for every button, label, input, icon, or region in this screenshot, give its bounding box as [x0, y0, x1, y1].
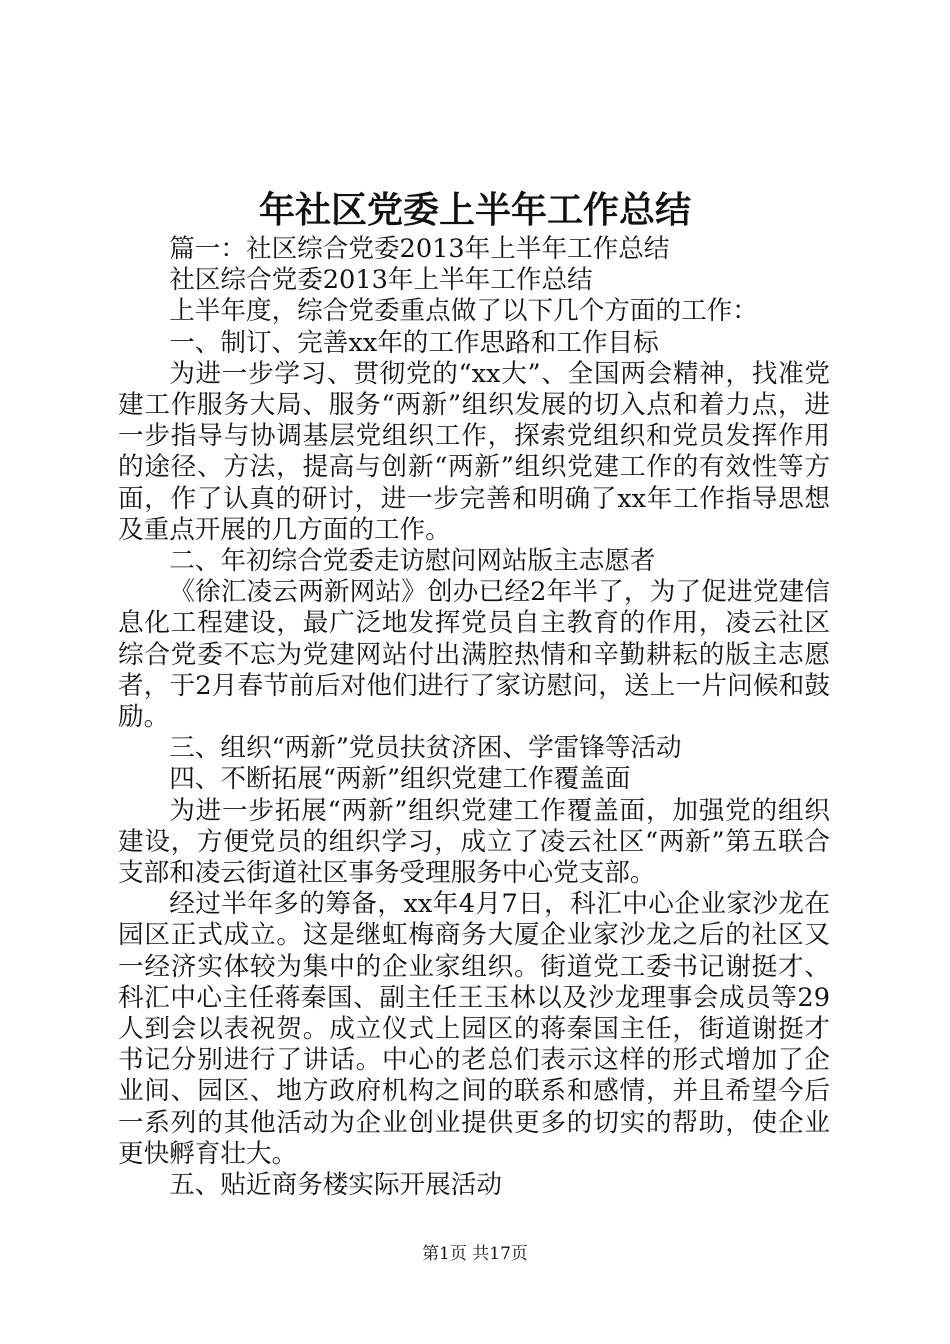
paragraph: 社区综合党委2013年上半年工作总结 [169, 265, 593, 296]
section-heading: 四、不断拓展“两新”组织党建工作覆盖面 [169, 764, 631, 795]
section-heading: 五、贴近商务楼实际开展活动 [169, 1170, 502, 1201]
section-heading: 三、组织“两新”党员扶贫济困、学雷锋等活动 [169, 733, 682, 764]
paragraph: 上半年度，综合党委重点做了以下几个方面的工作： [169, 296, 758, 327]
paragraph: 《徐汇凌云两新网站》创办已经2年半了，为了促进党建信息化工程建设，最广泛地发挥党员自主教育的作用，凌云社区综合党委不忘为党建网站付出满腔热情和辛勤耕耘的版主志愿者，于2月春节前后对他们进行了家访慰问，送上一片问候和鼓励。 [118, 577, 830, 733]
document-title: 年社区党委上半年工作总结 [258, 189, 691, 231]
page-number: 第1页 共17页 [422, 1244, 528, 1264]
section-heading: 二、年初综合党委走访慰问网站版主志愿者 [169, 546, 656, 577]
section-heading: 一、制订、完善xx年的工作思路和工作目标 [169, 327, 659, 358]
paragraph: 为进一步拓展“两新”组织党建工作覆盖面，加强党的组织建设，方便党员的组织学习，成立了凌云社区“两新”第五联合支部和凌云街道社区事务受理服务中心党支部。 [118, 795, 830, 889]
document-body [118, 208, 830, 1201]
paragraph: 篇一：社区综合党委2013年上半年工作总结 [169, 234, 670, 264]
paragraph: 经过半年多的筹备，xx年4月7日，科汇中心企业家沙龙在园区正式成立。这是继虹梅商务大厦企业家沙龙之后的社区又一经济实体较为集中的企业家组织。街道党工委书记谢挺才、科汇中心主任蒋秦国、副主任王玉林以及沙龙理事会成员等29人到会以表祝贺。成立仪式上园区的蒋秦国主任，街道谢挺才书记分别进行了讲话。中心的老总们表示这样的形式增加了企业间、园区、地方政府机构之间的联系和感情，并且希望今后一系列的其他活动为企业创业提供更多的切实的帮助，使企业更快孵育壮大。 [118, 889, 830, 1169]
paragraph: 为进一步学习、贯彻党的“xx大”、全国两会精神，找准党建工作服务大局、服务“两新”组织发展的切入点和着力点，进一步指导与协调基层党组织工作，探索党组织和党员发挥作用的途径、方法，提高与创新“两新”组织党建工作的有效性等方面，作了认真的研讨，进一步完善和明确了xx年工作指导思想及重点开展的几方面的工作。 [118, 358, 830, 545]
